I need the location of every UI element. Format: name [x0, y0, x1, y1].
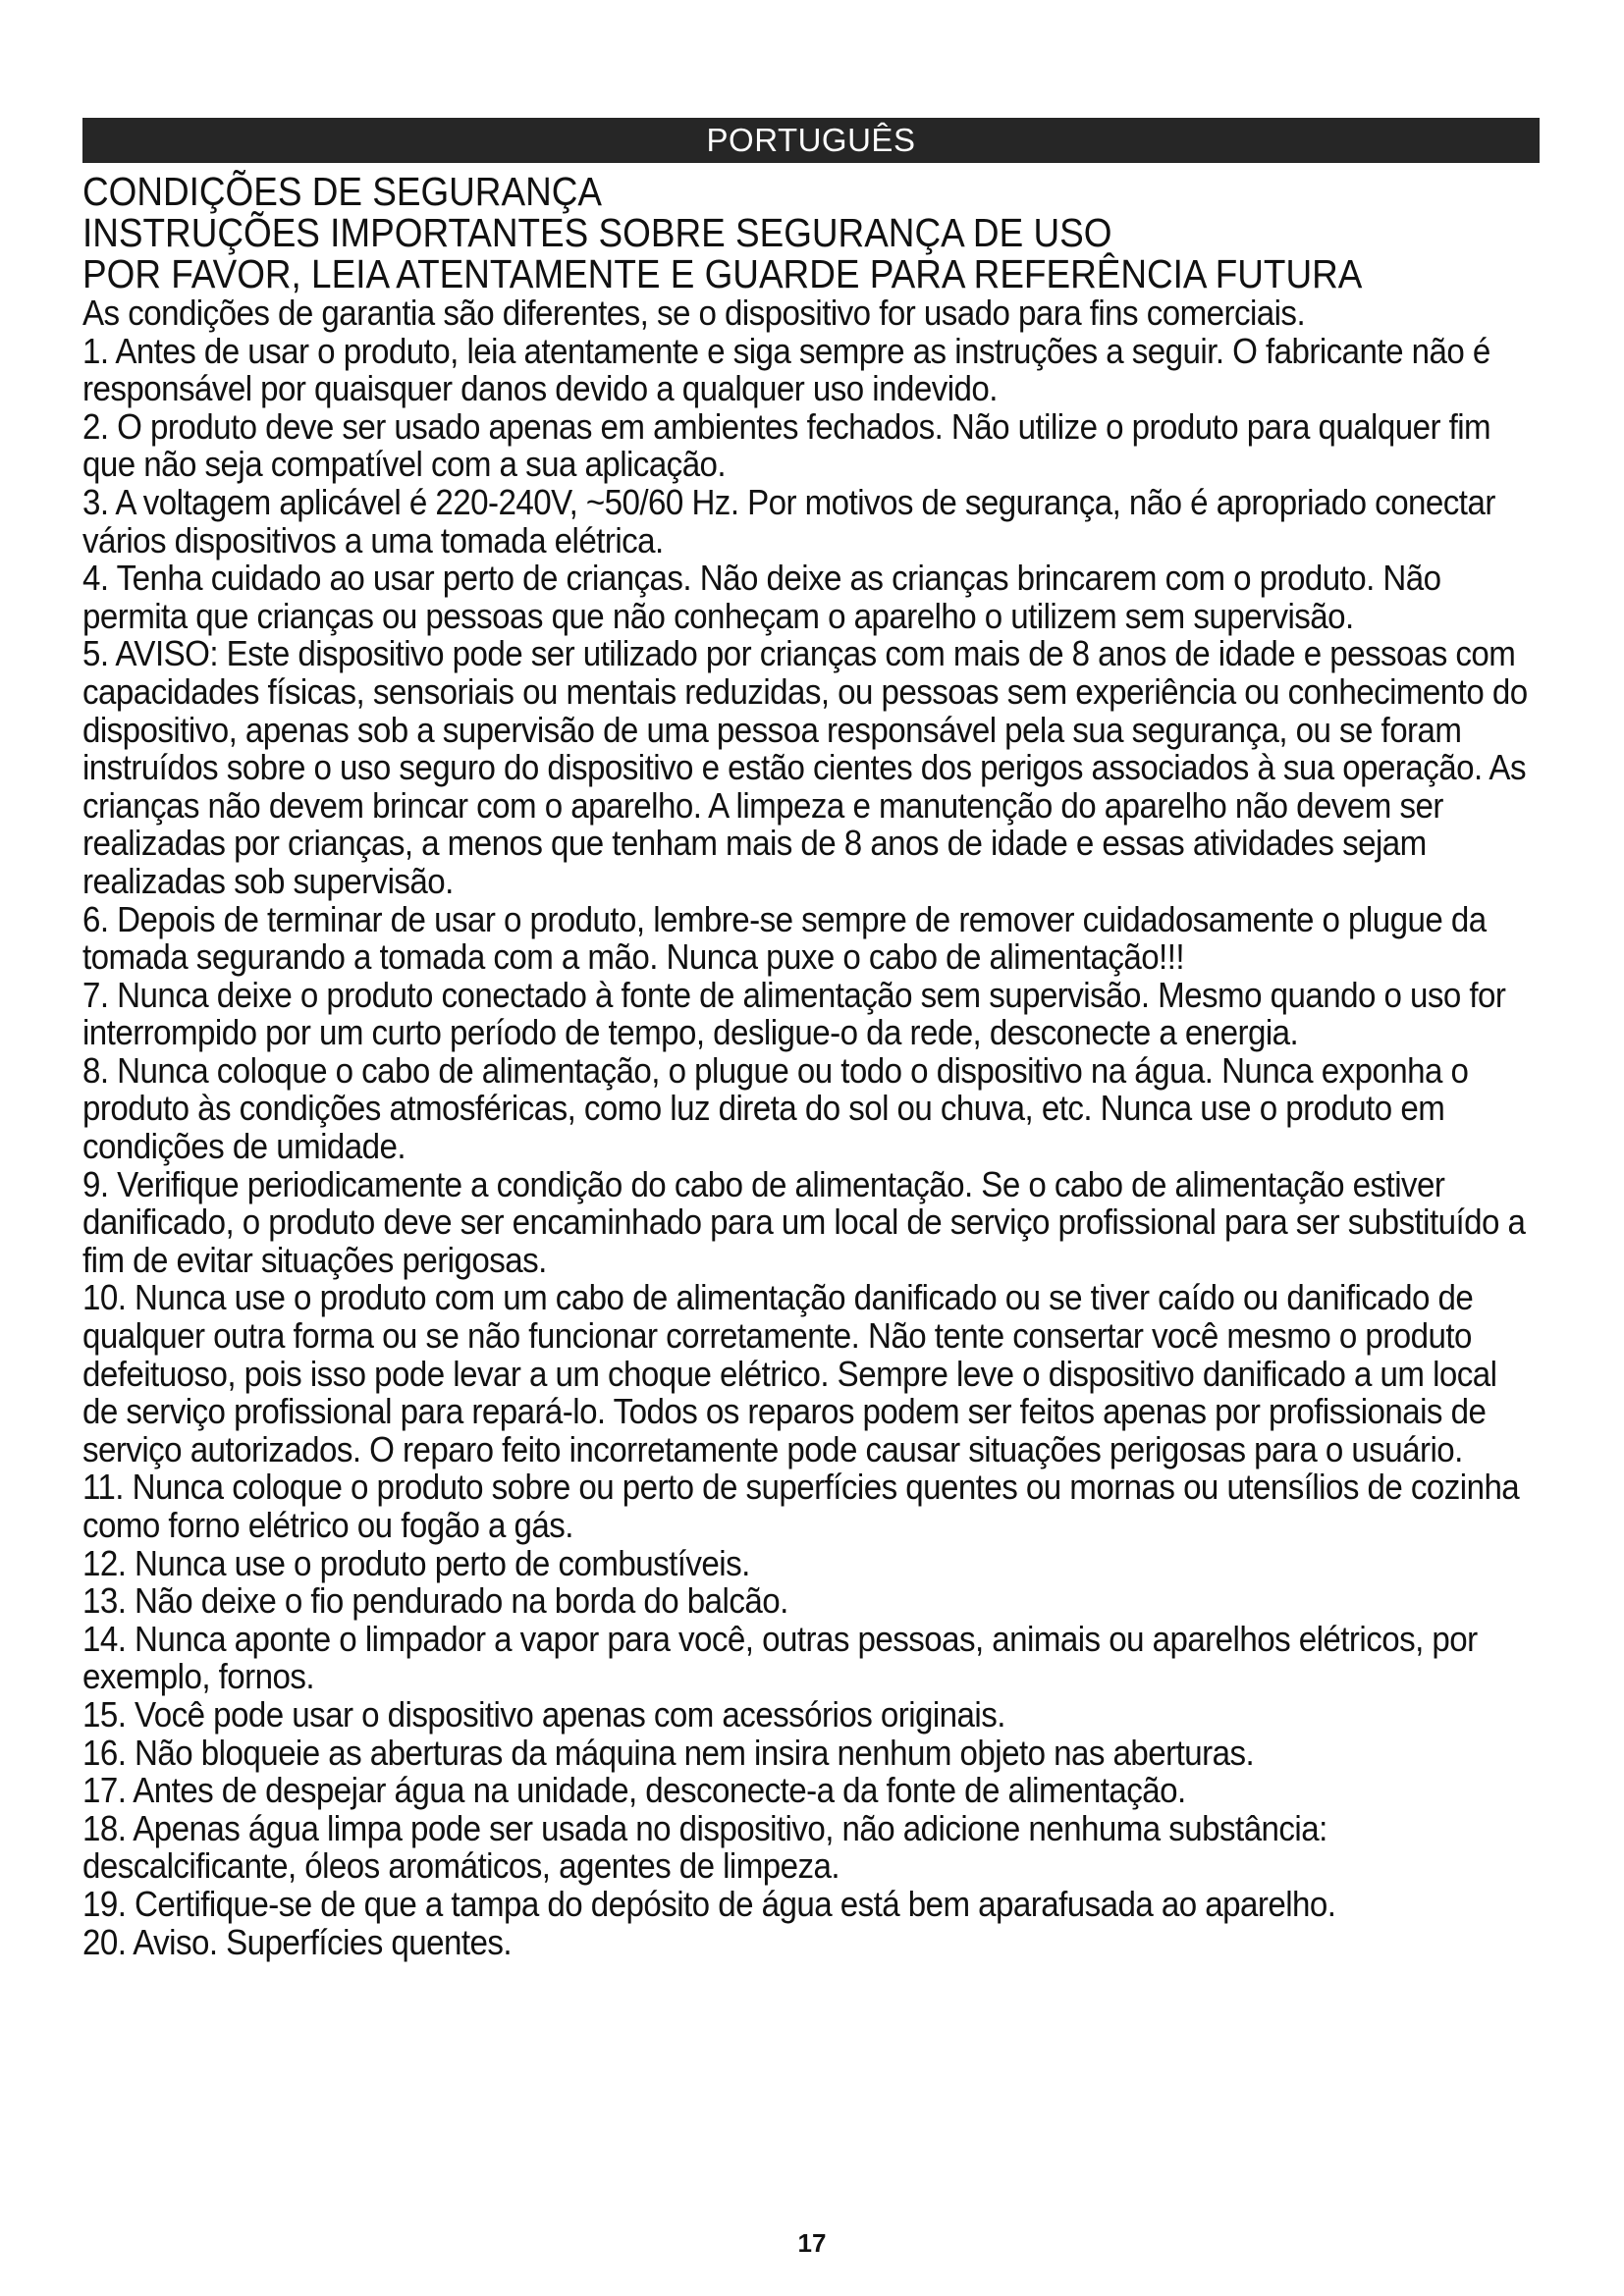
safety-item-7: 7. Nunca deixe o produto conectado à fonte de alimentação sem supervisão. Mesmo quando o uso for interrompido por um curto período de tempo, desligue-o da rede, desconecte a energia. — [82, 974, 1506, 1053]
safety-item-12: 12. Nunca use o produto perto de combustíveis. — [82, 1542, 750, 1583]
manual-page — [82, 118, 1540, 1961]
safety-instructions-list — [82, 330, 1540, 1962]
safety-item-19: 19. Certifique-se de que a tampa do depósito de água está bem aparafusada ao aparelho. — [82, 1883, 1336, 1924]
safety-item-3: 3. A voltagem aplicável é 220-240V, ~50/60 Hz. Por motivos de segurança, não é apropriado conectar vários dispositivos a uma tomada elétrica. — [82, 481, 1495, 561]
safety-item-8: 8. Nunca coloque o cabo de alimentação, o plugue ou todo o dispositivo na água. Nunca exponha o produto às condições atmosféricas, como luz direta do sol ou chuva, etc. Nunca use o produto em condições de umidade. — [82, 1049, 1469, 1167]
page-number: 17 — [797, 2228, 827, 2258]
safety-headings — [82, 171, 1540, 294]
heading-important-instructions: INSTRUÇÕES IMPORTANTES SOBRE SEGURANÇA DE USO — [82, 210, 1112, 255]
safety-item-2: 2. O produto deve ser usado apenas em ambientes fechados. Não utilize o produto para qualquer fim que não seja compatível com a sua aplicação. — [82, 405, 1491, 485]
safety-item-4: 4. Tenha cuidado ao usar perto de crianças. Não deixe as crianças brincarem com o produto. Não permita que crianças ou pessoas que não conheçam o aparelho o utilizem sem supervisão. — [82, 558, 1441, 636]
safety-item-1: 1. Antes de usar o produto, leia atentamente e siga sempre as instruções a seguir. O fabricante não é responsável por quaisquer danos devido a qualquer uso indevido. — [82, 330, 1490, 409]
safety-item-14: 14. Nunca aponte o limpador a vapor para você, outras pessoas, animais ou aparelhos elétricos, por exemplo, fornos. — [82, 1618, 1478, 1697]
safety-item-5: 5. AVISO: Este dispositivo pode ser utilizado por crianças com mais de 8 anos de idade e pessoas com capacidades físicas, sensoriais ou mentais reduzidas, ou pessoas sem experiência ou conhecimento do dispositivo, apenas sob a supervisão de uma pessoa responsável pela sua segurança, ou se foram instruídos sobre o uso seguro do dispositivo e estão cientes dos perigos associados à sua operação. As crianças não devem brincar com o aparelho. A limpeza e manutenção do aparelho não devem ser realizadas por crianças, a menos que tenham mais de 8 anos de idade e essas atividades sejam realizadas sob supervisão. — [82, 633, 1528, 901]
heading-read-carefully: POR FAVOR, LEIA ATENTAMENTE E GUARDE PARA REFERÊNCIA FUTURA — [82, 251, 1363, 296]
safety-item-17: 17. Antes de despejar água na unidade, desconecte-a da fonte de alimentação. — [82, 1770, 1186, 1811]
safety-item-20: 20. Aviso. Superfícies quentes. — [82, 1921, 513, 1962]
warranty-note: As condições de garantia são diferentes, se o dispositivo for usado para fins comerciais. — [82, 293, 1306, 333]
safety-item-10: 10. Nunca use o produto com um cabo de alimentação danificado ou se tiver caído ou danificado de qualquer outra forma ou se não funcionar corretamente. Não tente consertar você mesmo o produto defeituoso, pois isso pode levar a um choque elétrico. Sempre leve o dispositivo danificado a um local de serviço profissional para repará-lo. Todos os reparos podem ser feitos apenas por profissionais de serviço autorizados. O reparo feito incorretamente pode causar situações perigosas para o usuário. — [82, 1277, 1497, 1469]
safety-item-6: 6. Depois de terminar de usar o produto, lembre-se sempre de remover cuidadosamente o plugue da tomada segurando a tomada com a mão. Nunca puxe o cabo de alimentação!!! — [82, 898, 1487, 978]
safety-item-11: 11. Nunca coloque o produto sobre ou perto de superfícies quentes ou mornas ou utensílios de cozinha como forno elétrico ou fogão a gás. — [82, 1467, 1520, 1545]
safety-item-18: 18. Apenas água limpa pode ser usada no dispositivo, não adicione nenhuma substância: descalcificante, óleos aromáticos, agentes de limpeza. — [82, 1807, 1327, 1887]
safety-item-9: 9. Verifique periodicamente a condição do cabo de alimentação. Se o cabo de alimentação estiver danificado, o produto deve ser encaminhado para um local de serviço profissional para ser substituído a fim de evitar situações perigosas. — [82, 1163, 1526, 1280]
heading-safety-conditions: CONDIÇÕES DE SEGURANÇA — [82, 169, 602, 214]
language-banner: PORTUGUÊS — [82, 118, 1540, 163]
safety-item-16: 16. Não bloqueie as aberturas da máquina nem insira nenhum objeto nas aberturas. — [82, 1732, 1255, 1773]
safety-item-13: 13. Não deixe o fio pendurado na borda do balcão. — [82, 1580, 788, 1622]
safety-item-15: 15. Você pode usar o dispositivo apenas com acessórios originais. — [82, 1693, 1005, 1735]
